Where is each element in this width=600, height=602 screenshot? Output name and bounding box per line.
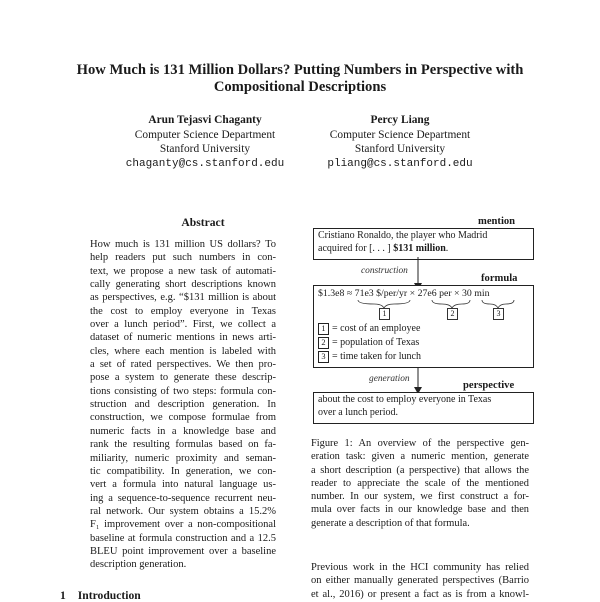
body-line: on either manually generated perspectives (Barrio — [311, 575, 529, 587]
formula-term-3: 3 — [493, 308, 504, 320]
abstract-line: cles, where each mention is labeled with — [90, 345, 276, 357]
abstract-line: ing a sequence-to-sequence recurrent neu- — [90, 492, 276, 504]
legend-row-2 — [318, 336, 421, 350]
abstract-line: vert a formula into natural language us- — [90, 479, 276, 491]
abstract-body — [90, 238, 276, 572]
body-line: et al., 2016) or present a fact as is from a knowl- — [311, 588, 529, 600]
legend-key: 2 — [318, 337, 329, 349]
formula-legend — [318, 322, 421, 364]
mention-number: $131 million — [393, 242, 446, 254]
brace-1 — [358, 300, 410, 308]
caption-line: Figure 1: An overview of the perspective gen- — [311, 438, 529, 449]
abstract-line: construction, we compose formulae from — [90, 412, 276, 424]
paper-title — [40, 62, 560, 96]
abstract-line: baseline at formula construction and a 12.5 — [90, 532, 276, 544]
abstract-line: numeric facts in a knowledge base and — [90, 425, 276, 437]
abstract-line: the cost to employ everyone in Texas — [90, 305, 276, 317]
legend-text: = time taken for lunch — [332, 351, 421, 362]
abstract-line: dataset of numeric mentions in news arti- — [90, 332, 276, 344]
brace-2 — [432, 300, 470, 308]
author-dept: Computer Science Department — [134, 128, 276, 141]
legend-text: = cost of an employee — [332, 323, 421, 334]
author-block-1 — [100, 113, 310, 171]
formula-term-2: 2 — [447, 308, 458, 320]
abstract-line: text, we propose a new task of automati- — [90, 265, 276, 277]
title-line: How Much is 131 Million Dollars? Putting Numbers in Perspective with — [76, 62, 524, 78]
author-email: pliang@cs.stanford.edu — [327, 157, 473, 170]
abstract-line: struction and description generation. In — [90, 399, 276, 411]
caption-line: mula over facts in our knowledge base and then — [311, 504, 529, 516]
author-block-2 — [310, 113, 490, 171]
title-line: Compositional Descriptions — [213, 79, 387, 95]
perspective-line: over a lunch period. — [318, 406, 398, 418]
abstract-line: as perspectives, e.g. “$131 million is about — [90, 292, 276, 304]
caption-line: generate a description of that formula. — [311, 517, 470, 529]
author-name: Percy Liang — [370, 114, 430, 126]
formula-text: $1.3e8 ≈ 71e3 $/per/yr × 27e6 per × 30 min — [318, 288, 490, 299]
mention-box — [313, 228, 534, 260]
author-dept: Computer Science Department — [329, 128, 471, 141]
mention-line: Cristiano Ronaldo, the player who Madrid — [318, 230, 488, 241]
perspective-box — [313, 392, 534, 424]
body-line: Previous work in the HCI community has relied — [311, 562, 529, 573]
abstract-line: cally generating short descriptions known — [90, 279, 276, 291]
author-name: Arun Tejasvi Chaganty — [148, 114, 262, 126]
abstract-heading: Abstract — [181, 216, 225, 229]
abstract-line: F₁ improvement over a non-compositional — [90, 519, 276, 531]
formula-term-1: 1 — [379, 308, 390, 320]
caption-line: eration task: given a numeric mention, generate — [311, 451, 529, 463]
legend-key: 3 — [318, 351, 329, 363]
intro-body — [311, 561, 529, 601]
abstract-line: ral network. Our system obtains a 15.2% — [90, 505, 276, 517]
legend-row-1 — [318, 322, 421, 336]
generation-label: generation — [369, 374, 410, 384]
formula-box — [313, 285, 534, 368]
caption-line: number. In our system, we first construct a for- — [311, 491, 529, 503]
mention-line — [318, 243, 529, 256]
abstract-line: help readers put such numbers in con- — [90, 252, 276, 264]
legend-row-3 — [318, 350, 421, 364]
generation-arrow — [410, 367, 426, 395]
perspective-line: about the cost to employ everyone in Texas — [318, 394, 492, 405]
abstract-line: tic compatibility. In generation, we con- — [90, 465, 276, 477]
abstract-line: BLEU point improvement over a baseline — [90, 545, 276, 557]
section-title: Introduction — [77, 589, 141, 602]
abstract-line: a set of rated perspectives. We then pro- — [90, 359, 276, 371]
caption-line: a short description (a perspective) that allows the — [311, 464, 529, 476]
mention-label: mention — [478, 216, 516, 227]
abstract-line: over a lunch period”. First, we collect a — [90, 319, 276, 331]
abstract-line: How much is 131 million US dollars? To — [90, 239, 276, 250]
mention-text: acquired for [. . . ] — [318, 242, 394, 254]
section-number: 1 — [60, 589, 66, 602]
caption-line: reader to appreciate the scale of the mentioned — [311, 477, 529, 489]
author-univ: Stanford University — [354, 143, 446, 155]
figure-caption — [311, 437, 529, 530]
abstract-line: rank the resulting formulas based on fa- — [90, 439, 276, 451]
abstract-line: pose a system to generate these descrip- — [90, 372, 276, 384]
construction-label: construction — [361, 266, 408, 276]
abstract-line: description generation. — [90, 559, 187, 571]
author-email: chaganty@cs.stanford.edu — [125, 157, 285, 170]
mention-period: . — [445, 242, 449, 254]
abstract-line: tions consisting of two steps: formula con- — [90, 385, 276, 397]
abstract-line: miliarity, numeric proximity and seman- — [90, 452, 276, 464]
brace-3 — [482, 300, 514, 308]
formula-label: formula — [481, 273, 518, 284]
legend-key: 1 — [318, 323, 329, 335]
legend-text: = population of Texas — [332, 337, 420, 348]
author-univ: Stanford University — [159, 143, 251, 155]
section-heading — [60, 589, 153, 602]
perspective-label: perspective — [463, 380, 515, 391]
